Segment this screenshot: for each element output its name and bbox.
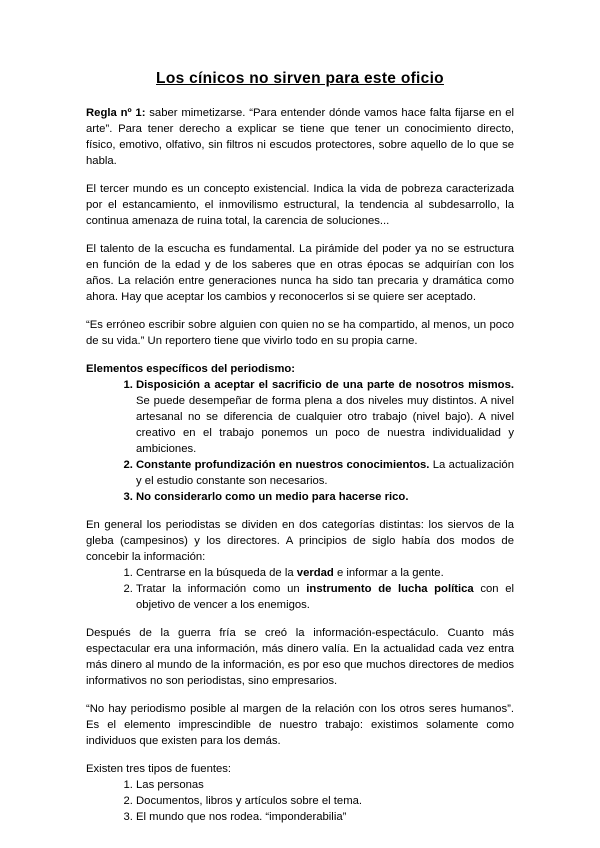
item-text: Se puede desempeñar de forma plena a dos niveles muy distintos. A nivel artesanal no se diferencia de cualquier otro trabajo (nivel bajo). A nivel creativo en el trabajo ponemos un poco de nuestra individualidad y ambiciones. (136, 395, 514, 455)
list-item (136, 377, 514, 457)
list-item (136, 581, 514, 613)
item-bold: No considerarlo como un medio para hacerse rico. (136, 491, 409, 503)
item-bold: instrumento de lucha política (306, 583, 474, 595)
elements-heading: Elementos específicos del periodismo: (86, 363, 296, 375)
item-text: e informar a la gente. (333, 567, 444, 579)
item-text: con el objetivo de vencer a los enemigos. (136, 583, 514, 611)
modes-list (86, 565, 514, 613)
list-item (136, 565, 514, 581)
sources-intro: Existen tres tipos de fuentes: (86, 763, 232, 775)
paragraph-relation: “No hay periodismo posible al margen de la relación con los otros seres humanos”. Es el elemento imprescindible de nuestro trabajo: existimos solamente como individuos que existen para los demás. (86, 703, 514, 747)
item-bold: verdad (296, 567, 334, 579)
document-body (86, 105, 514, 837)
paragraph-third-world: El tercer mundo es un concepto existencial. Indica la vida de pobreza caracterizada por el estancamiento, el inmovilismo estructural, la tendencia al subdesarrollo, la continua amenaza de ruina total, la carencia de soluciones... (86, 183, 514, 227)
paragraph-listening: El talento de la escucha es fundamental. La pirámide del poder ya no se estructura en función de la edad y de los saberes que en otras épocas se adquirían con los años. La relación entre generaciones nunca ha sido tan precaria y dramática como ahora. Hay que aceptar los cambios y reconocerlos si se quiere ser aceptado. (86, 243, 514, 303)
list-item (136, 489, 514, 505)
list-item: 3. El mundo que nos rodea. “imponderabilia” (136, 809, 514, 825)
rule-label: Regla nº 1: (86, 107, 146, 119)
paragraph-quote: “Es erróneo escribir sobre alguien con quien no se ha compartido, al menos, un poco de su vida.” Un reportero tiene que vivirlo todo en su propia carne. (86, 319, 514, 347)
item-text: Centrarse en la búsqueda de la (136, 567, 297, 579)
list-item: 2. Documentos, libros y artículos sobre el tema. (136, 793, 514, 809)
paragraph-cold-war: Después de la guerra fría se creó la información-espectáculo. Cuanto más espectacular era una información, más dinero valía. En la actualidad cada vez entra más dinero al mundo de la información, es por eso que muchos directores de medios informativos no son periodistas, sino empresarios. (86, 627, 514, 687)
list-item: 1. Las personas (136, 777, 514, 793)
document-title: Los cínicos no sirven para este oficio (156, 70, 444, 87)
item-bold: Constante profundización en nuestros conocimientos. (136, 459, 430, 471)
elements-list (86, 377, 514, 505)
paragraph-rule-1 (86, 105, 514, 169)
item-text: La actualización y el estudio constante son necesarios. (136, 459, 514, 487)
list-item (136, 457, 514, 489)
sources-list (86, 777, 514, 825)
item-bold: Disposición a aceptar el sacrificio de una parte de nosotros mismos. (136, 379, 514, 391)
rule-text: saber mimetizarse. “Para entender dónde vamos hace falta fijarse en el arte”. Para tener derecho a explicar se tiene que tener un conocimiento directo, físico, emotivo, olfativo, sin filtros ni escudos protectores, sobre aquello de lo que se habla. (86, 107, 514, 167)
paragraph-categories: En general los periodistas se dividen en dos categorías distintas: los siervos de la gleba (campesinos) y los directores. A principios de siglo había dos modos de concebir la información: (86, 519, 514, 563)
item-text: Tratar la información como un (136, 583, 307, 595)
